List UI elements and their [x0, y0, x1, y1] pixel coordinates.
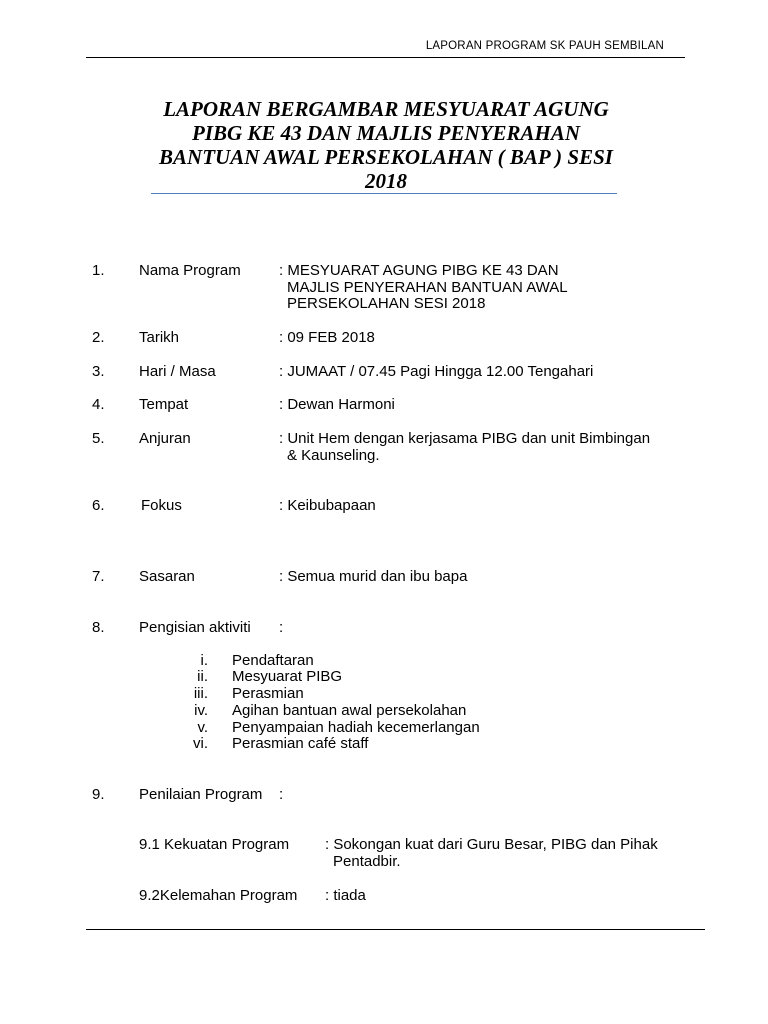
item-label-nama-program: Nama Program: [139, 262, 241, 279]
header-rule: [86, 57, 685, 58]
activity-numeral: v.: [197, 719, 208, 736]
weakness-value: : tiada: [325, 887, 366, 904]
activity-numeral: iii.: [193, 685, 208, 702]
item-value-penilaian-program: :: [279, 786, 284, 803]
activity-item: Perasmian: [232, 685, 304, 702]
item-label-tarikh: Tarikh: [139, 329, 180, 346]
item-number: 8.: [92, 619, 105, 636]
title-line-2: PIBG KE 43 DAN MAJLIS PENYERAHAN: [192, 121, 580, 145]
title-line-1: LAPORAN BERGAMBAR MESYUARAT AGUNG: [163, 97, 609, 121]
activity-numeral: ii.: [197, 668, 208, 685]
item-number: 4.: [92, 396, 105, 413]
item-value-anjuran: : Unit Hem dengan kerjasama PIBG dan unit Bimbingan: [279, 430, 651, 447]
activity-numeral: iv.: [194, 702, 208, 719]
running-header: LAPORAN PROGRAM SK PAUH SEMBILAN: [425, 40, 664, 52]
activity-item: Penyampaian hadiah kecemerlangan: [232, 719, 480, 736]
item-value-hari-masa: : JUMAAT / 07.45 Pagi Hingga 12.00 Tengahari: [279, 363, 594, 380]
item-value-tarikh: : 09 FEB 2018: [279, 329, 375, 346]
activity-numeral: i.: [200, 652, 208, 669]
item-label-tempat: Tempat: [139, 396, 189, 413]
activity-item: Pendaftaran: [232, 652, 314, 669]
item-number: 5.: [92, 430, 105, 447]
footer-rule: [86, 929, 705, 930]
report-title: [130, 97, 642, 193]
item-number: 2.: [92, 329, 105, 346]
item-number: 1.: [92, 262, 105, 279]
item-value-nama-program: : MESYUARAT AGUNG PIBG KE 43 DAN: [279, 262, 559, 279]
item-value-pengisian-aktiviti: :: [279, 619, 284, 636]
activity-item: Agihan bantuan awal persekolahan: [232, 702, 467, 719]
item-value-sasaran: : Semua murid dan ibu bapa: [279, 568, 468, 585]
item-number: 7.: [92, 568, 105, 585]
item-value-fokus: : Keibubapaan: [279, 497, 376, 514]
item-value-continuation: MAJLIS PENYERAHAN BANTUAN AWAL: [287, 279, 568, 296]
item-label-penilaian-program: Penilaian Program: [139, 786, 263, 803]
item-label-sasaran: Sasaran: [139, 568, 195, 585]
activity-item: Perasmian café staff: [232, 735, 369, 752]
weakness-label: 9.2Kelemahan Program: [139, 887, 298, 904]
item-number: 6.: [92, 497, 105, 514]
strength-value: : Sokongan kuat dari Guru Besar, PIBG dan Pihak: [325, 836, 658, 853]
title-line-4: 2018: [365, 169, 407, 193]
activity-item: Mesyuarat PIBG: [232, 668, 343, 685]
item-label-anjuran: Anjuran: [139, 430, 191, 447]
strength-label: 9.1 Kekuatan Program: [139, 836, 290, 853]
item-value-tempat: : Dewan Harmoni: [279, 396, 395, 413]
item-label-fokus: Fokus: [141, 497, 182, 514]
strength-value-continuation: Pentadbir.: [333, 853, 401, 870]
item-value-continuation: & Kaunseling.: [287, 447, 380, 464]
activity-numeral: vi.: [193, 735, 208, 752]
item-number: 3.: [92, 363, 105, 380]
item-number: 9.: [92, 786, 105, 803]
item-label-hari-masa: Hari / Masa: [139, 363, 216, 380]
item-value-continuation: PERSEKOLAHAN SESI 2018: [287, 295, 486, 312]
title-line-3: BANTUAN AWAL PERSEKOLAHAN ( BAP ) SESI: [159, 145, 613, 169]
title-underline: [151, 193, 617, 194]
item-label-pengisian-aktiviti: Pengisian aktiviti: [139, 619, 251, 636]
